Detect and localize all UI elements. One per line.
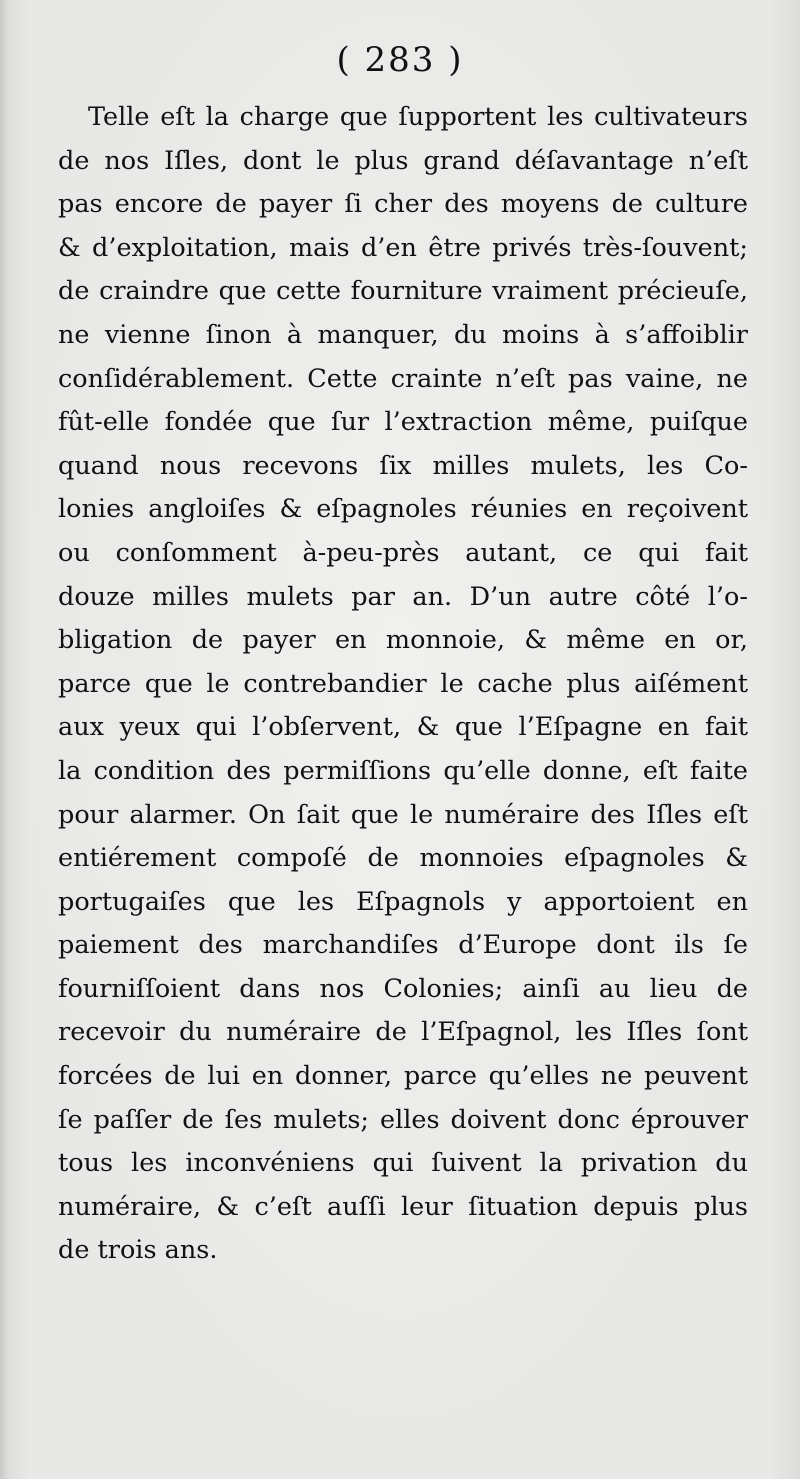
text-line: de nos Iſles, dont le plus grand déſavantage n’eſt (58, 145, 748, 176)
text-line: tous les inconvéniens qui ſuivent la privation du (58, 1148, 748, 1179)
text-line: forcées de lui en donner, parce qu’elles ne peuvent (58, 1061, 748, 1092)
page-number: ( 283 ) (336, 40, 464, 80)
text-line: ne vienne ſinon à manquer, du moins à s’affoiblir (58, 319, 748, 350)
text-line: paiement des marchandiſes d’Europe dont ils ſe (58, 930, 748, 961)
text-line: ou conſomment à-peu-près autant, ce qui fait (58, 537, 748, 568)
text-line: Telle eſt la charge que ſupportent les cultivateurs (88, 102, 748, 132)
text-line: pour alarmer. On ſait que le numéraire des Iſles eſt (58, 799, 748, 830)
text-line: lonies angloiſes & eſpagnoles réunies en reçoivent (58, 494, 748, 525)
text-line: quand nous recevons ſix milles mulets, les Co- (58, 450, 748, 481)
body-text (58, 96, 748, 1273)
text-line: numéraire, & c’eſt auſſi leur ſituation depuis plus (58, 1191, 748, 1222)
text-line: fût-elle fondée que ſur l’extraction même, puiſque (58, 407, 748, 438)
text-line: portugaiſes que les Eſpagnols y apportoient en (58, 886, 748, 917)
text-line: aux yeux qui l’obſervent, & que l’Eſpagne en fait (58, 712, 748, 743)
text-line: conſidérablement. Cette crainte n’eſt pas vaine, ne (58, 363, 748, 394)
text-line: de trois ans. (58, 1235, 218, 1266)
text-line: la condition des permiſſions qu’elle donne, eſt faite (58, 755, 748, 786)
page-edge (0, 0, 10, 1479)
text-line: bligation de payer en monnoie, & même en or, (58, 625, 748, 656)
text-line: parce que le contrebandier le cache plus aiſément (58, 668, 748, 699)
text-line: ſe paſſer de ſes mulets; elles doivent donc éprouver (58, 1104, 748, 1135)
text-line: entiérement compoſé de monnoies eſpagnoles & (58, 843, 748, 874)
text-line: de craindre que cette fourniture vraiment précieuſe, (58, 276, 748, 307)
text-line: recevoir du numéraire de l’Eſpagnol, les Iſles ſont (58, 1017, 748, 1048)
text-line: & d’exploitation, mais d’en être privés très-ſouvent; (58, 232, 748, 263)
text-line: douze milles mulets par an. D’un autre côté l’o- (58, 581, 748, 612)
text-line: pas encore de payer ſi cher des moyens de culture (58, 189, 748, 220)
text-line: fourniſſoient dans nos Colonies; ainſi au lieu de (58, 973, 748, 1004)
